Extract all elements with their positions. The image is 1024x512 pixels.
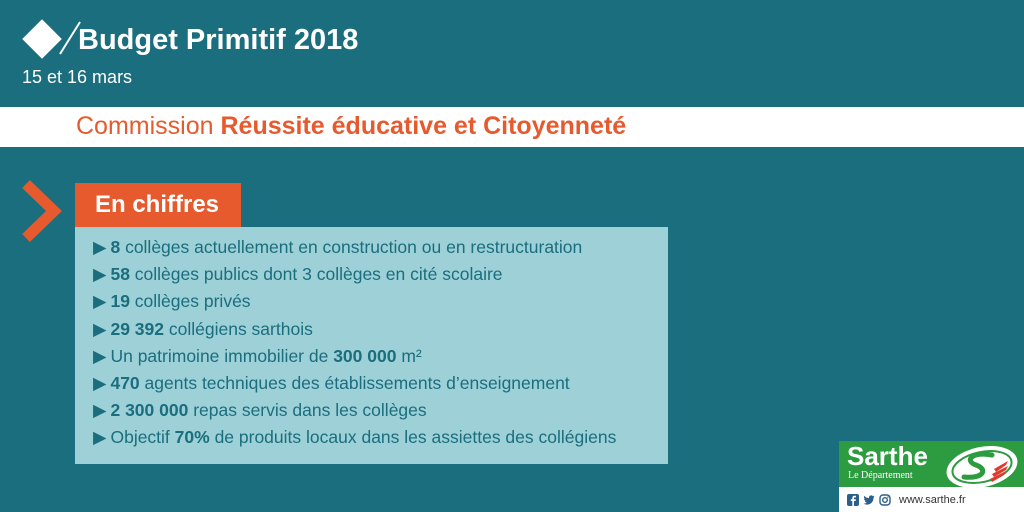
fact-value: 58 bbox=[110, 264, 130, 285]
commission-banner bbox=[0, 107, 1024, 147]
fact-item bbox=[93, 261, 668, 288]
section-label: En chiffres bbox=[95, 191, 220, 218]
bullet-arrow-icon: ▶ bbox=[93, 345, 107, 366]
fact-value: 70% bbox=[174, 427, 210, 448]
bullet-arrow-icon: ▶ bbox=[93, 291, 107, 312]
fact-value: 2 300 000 bbox=[110, 400, 189, 421]
bullet-arrow-icon: ▶ bbox=[93, 318, 107, 339]
twitter-icon[interactable] bbox=[863, 494, 875, 506]
fact-item bbox=[93, 343, 668, 370]
fact-value: 29 392 bbox=[110, 318, 164, 339]
fact-text: collèges publics dont 3 collèges en cité scolaire bbox=[129, 264, 503, 285]
fact-item bbox=[93, 370, 668, 397]
logo-name: Sarthe bbox=[847, 441, 928, 471]
fact-item bbox=[93, 288, 668, 315]
fact-item bbox=[93, 424, 668, 451]
fact-text: de produits locaux dans les assiettes des collégiens bbox=[209, 427, 617, 448]
logo-subtitle: Le Département bbox=[848, 470, 913, 481]
fact-text: collégiens sarthois bbox=[164, 318, 313, 339]
fact-item bbox=[93, 234, 668, 261]
commission-title bbox=[76, 114, 626, 139]
fact-item bbox=[93, 397, 668, 424]
fact-text: repas servis dans les collèges bbox=[188, 400, 427, 421]
logo-footer bbox=[847, 490, 966, 510]
fact-text: Un patrimoine immobilier de bbox=[110, 345, 334, 366]
diamond-logo-icon bbox=[20, 16, 84, 66]
bullet-arrow-icon: ▶ bbox=[93, 237, 107, 257]
facts-list bbox=[75, 227, 668, 464]
instagram-icon[interactable] bbox=[879, 494, 891, 506]
sarthe-logo bbox=[839, 441, 1024, 512]
facebook-icon[interactable] bbox=[847, 494, 859, 506]
bullet-arrow-icon: ▶ bbox=[93, 400, 107, 421]
bullet-arrow-icon: ▶ bbox=[93, 427, 107, 448]
fact-text: collèges actuellement en construction ou en restructuration bbox=[120, 237, 583, 257]
fact-text: Objectif bbox=[110, 427, 175, 448]
event-dates: 15 et 16 mars bbox=[22, 67, 133, 87]
fact-text: m² bbox=[396, 345, 422, 366]
fact-value: 19 bbox=[110, 291, 130, 312]
chevron-right-icon bbox=[16, 178, 76, 244]
website-link[interactable]: www.sarthe.fr bbox=[899, 494, 966, 506]
fact-item bbox=[93, 316, 668, 343]
fact-value: 470 bbox=[110, 373, 140, 394]
fact-text: agents techniques des établissements d’enseignement bbox=[139, 373, 570, 394]
commission-prefix: Commission bbox=[76, 112, 221, 140]
fact-text: collèges privés bbox=[129, 291, 251, 312]
section-tag bbox=[75, 183, 241, 227]
bullet-arrow-icon: ▶ bbox=[93, 264, 107, 285]
commission-name: Réussite éducative et Citoyenneté bbox=[220, 112, 627, 140]
fact-value: 300 000 bbox=[333, 345, 397, 366]
bullet-arrow-icon: ▶ bbox=[93, 373, 107, 394]
fact-value: 8 bbox=[110, 237, 121, 257]
page-title: Budget Primitif 2018 bbox=[78, 24, 359, 56]
sarthe-emblem-icon bbox=[942, 443, 1022, 493]
